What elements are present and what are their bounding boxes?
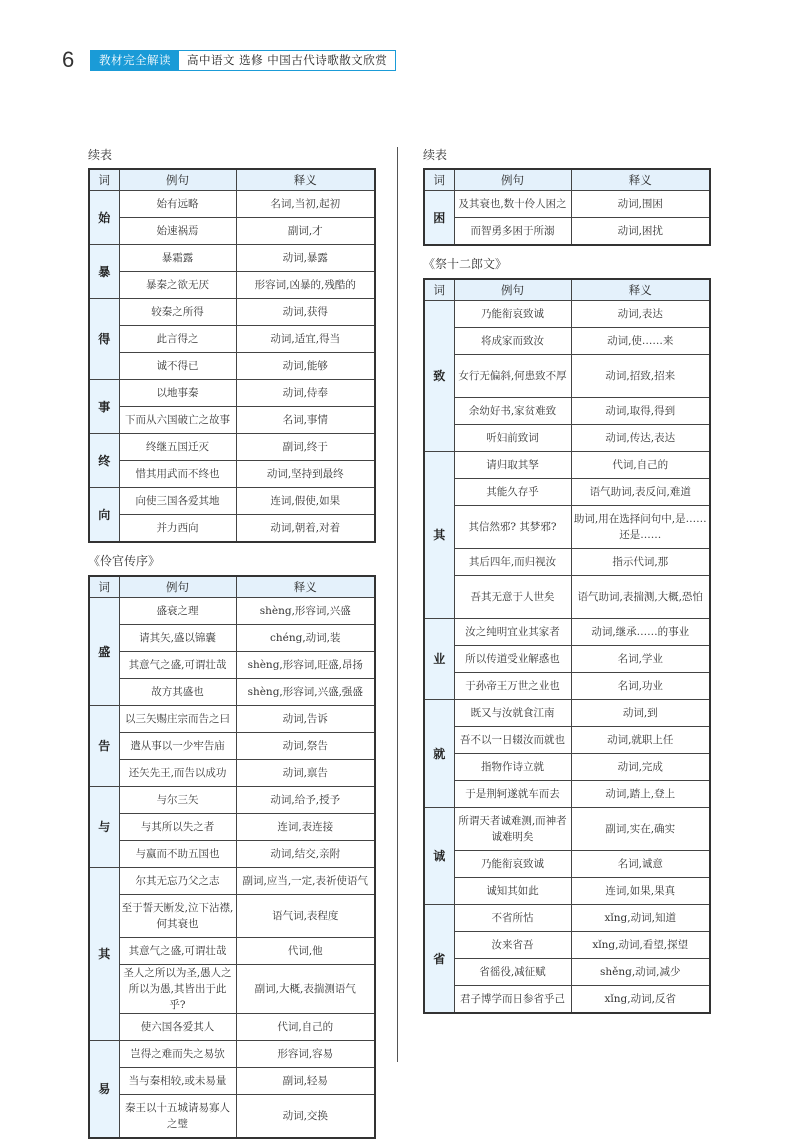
meaning: 动词,就职上任 bbox=[571, 727, 710, 754]
headword: 其 bbox=[424, 452, 454, 619]
headword: 事 bbox=[89, 380, 119, 434]
meaning: 动词,能够 bbox=[236, 353, 375, 380]
table-row bbox=[89, 787, 375, 814]
meaning: 连词,如果,果真 bbox=[571, 878, 710, 905]
meaning: 动词,暴露 bbox=[236, 245, 375, 272]
meaning: 动词,侍奉 bbox=[236, 380, 375, 407]
table-row bbox=[89, 191, 375, 218]
table-row bbox=[424, 700, 710, 727]
table-row bbox=[424, 301, 710, 328]
headword: 就 bbox=[424, 700, 454, 808]
example-sentence: 吾其无意于人世矣 bbox=[454, 576, 571, 619]
vocab-table bbox=[88, 575, 376, 1139]
example-sentence: 所谓天者诚难测,而神者诚难明矣 bbox=[454, 808, 571, 851]
meaning: 语气助词,表揣测,大概,恐怕 bbox=[571, 576, 710, 619]
meaning: 指示代词,那 bbox=[571, 549, 710, 576]
example-sentence: 当与秦相较,或未易量 bbox=[119, 1068, 236, 1095]
headword: 始 bbox=[89, 191, 119, 245]
example-sentence: 下而从六国破亡之故事 bbox=[119, 407, 236, 434]
page-header bbox=[62, 48, 396, 72]
table-row bbox=[89, 895, 375, 938]
example-sentence: 故方其盛也 bbox=[119, 679, 236, 706]
table-row bbox=[424, 425, 710, 452]
meaning: 语气助词,表反问,难道 bbox=[571, 479, 710, 506]
example-sentence: 乃能衔哀致诚 bbox=[454, 851, 571, 878]
header-meaning: 释义 bbox=[236, 576, 375, 598]
headword: 致 bbox=[424, 301, 454, 452]
example-sentence: 至于誓天断发,泣下沾襟,何其衰也 bbox=[119, 895, 236, 938]
table-row bbox=[424, 986, 710, 1014]
meaning: 名词,诚意 bbox=[571, 851, 710, 878]
header-meaning: 释义 bbox=[571, 169, 710, 191]
example-sentence: 省徭役,减征赋 bbox=[454, 959, 571, 986]
table-row bbox=[89, 218, 375, 245]
headword: 与 bbox=[89, 787, 119, 868]
example-sentence: 以地事秦 bbox=[119, 380, 236, 407]
meaning: 名词,事情 bbox=[236, 407, 375, 434]
example-sentence: 岂得之难而失之易欤 bbox=[119, 1041, 236, 1068]
table-row bbox=[89, 679, 375, 706]
meaning: 副词,应当,一定,表祈使语气 bbox=[236, 868, 375, 895]
example-sentence: 盛衰之理 bbox=[119, 598, 236, 625]
example-sentence: 遣从事以一少牢告庙 bbox=[119, 733, 236, 760]
meaning: 连词,表连接 bbox=[236, 814, 375, 841]
meaning: shèng,形容词,兴盛,强盛 bbox=[236, 679, 375, 706]
table-row bbox=[89, 1014, 375, 1041]
header-example: 例句 bbox=[454, 279, 571, 301]
meaning: 副词,实在,确实 bbox=[571, 808, 710, 851]
table-header-row bbox=[89, 576, 375, 598]
table-row bbox=[424, 398, 710, 425]
headword: 诚 bbox=[424, 808, 454, 905]
example-sentence: 吾不以一日辍汝而就也 bbox=[454, 727, 571, 754]
example-sentence: 尔其无忘乃父之志 bbox=[119, 868, 236, 895]
meaning: chéng,动词,装 bbox=[236, 625, 375, 652]
meaning: 动词,到 bbox=[571, 700, 710, 727]
meaning: 动词,完成 bbox=[571, 754, 710, 781]
table-row bbox=[424, 355, 710, 398]
meaning: 代词,他 bbox=[236, 938, 375, 965]
table-row bbox=[424, 878, 710, 905]
section-title: 《祭十二郎文》 bbox=[423, 257, 508, 271]
meaning: xǐng,动词,反省 bbox=[571, 986, 710, 1014]
example-sentence: 所以传道受业解惑也 bbox=[454, 646, 571, 673]
table-row bbox=[89, 625, 375, 652]
continued-label: 续表 bbox=[423, 148, 448, 162]
meaning: 代词,自己的 bbox=[236, 1014, 375, 1041]
example-sentence: 将成家而致汝 bbox=[454, 328, 571, 355]
table-header-row bbox=[89, 169, 375, 191]
table-row bbox=[424, 727, 710, 754]
example-sentence: 诚知其如此 bbox=[454, 878, 571, 905]
column-divider bbox=[397, 147, 398, 1062]
headword: 告 bbox=[89, 706, 119, 787]
table-header-row bbox=[424, 279, 710, 301]
example-sentence: 与嬴而不助五国也 bbox=[119, 841, 236, 868]
header-meaning: 释义 bbox=[236, 169, 375, 191]
table-row bbox=[89, 245, 375, 272]
book-title: 高中语文 选修 中国古代诗歌散文欣赏 bbox=[179, 51, 395, 70]
example-sentence: 汝来省吾 bbox=[454, 932, 571, 959]
headword: 易 bbox=[89, 1041, 119, 1139]
meaning: 动词,给予,授予 bbox=[236, 787, 375, 814]
meaning: 动词,朝着,对着 bbox=[236, 515, 375, 543]
example-sentence: 女行无偏斜,何患致不厚 bbox=[454, 355, 571, 398]
example-sentence: 暴霜露 bbox=[119, 245, 236, 272]
vocab-table bbox=[423, 278, 711, 1014]
example-sentence: 较秦之所得 bbox=[119, 299, 236, 326]
table-row bbox=[89, 515, 375, 543]
meaning: 代词,自己的 bbox=[571, 452, 710, 479]
series-tag: 教材完全解读 bbox=[91, 51, 179, 70]
vocab-table bbox=[423, 168, 711, 246]
meaning: 动词,传达,表达 bbox=[571, 425, 710, 452]
header-word: 词 bbox=[424, 279, 454, 301]
example-sentence: 其能久存乎 bbox=[454, 479, 571, 506]
meaning: shěng,动词,减少 bbox=[571, 959, 710, 986]
table-row bbox=[89, 299, 375, 326]
table-row bbox=[424, 452, 710, 479]
example-sentence: 其后四年,而归视汝 bbox=[454, 549, 571, 576]
table-row bbox=[89, 841, 375, 868]
headword: 向 bbox=[89, 488, 119, 543]
meaning: 副词,终于 bbox=[236, 434, 375, 461]
table-row bbox=[89, 488, 375, 515]
header-word: 词 bbox=[424, 169, 454, 191]
meaning: 动词,踏上,登上 bbox=[571, 781, 710, 808]
example-sentence: 秦王以十五城请易寡人之璧 bbox=[119, 1095, 236, 1139]
table-row bbox=[89, 938, 375, 965]
meaning: xǐng,动词,看望,探望 bbox=[571, 932, 710, 959]
meaning: 动词,招致,招来 bbox=[571, 355, 710, 398]
meaning: 形容词,凶暴的,残酷的 bbox=[236, 272, 375, 299]
example-sentence: 于孙帝王万世之业也 bbox=[454, 673, 571, 700]
example-sentence: 既又与汝就食江南 bbox=[454, 700, 571, 727]
table-row bbox=[89, 272, 375, 299]
table-row bbox=[89, 1041, 375, 1068]
table-row bbox=[89, 965, 375, 1014]
example-sentence: 暴秦之欲无厌 bbox=[119, 272, 236, 299]
page-number: 6 bbox=[62, 47, 75, 72]
example-sentence: 终继五国迁灭 bbox=[119, 434, 236, 461]
table-row bbox=[89, 461, 375, 488]
table-row bbox=[424, 328, 710, 355]
running-header bbox=[90, 50, 396, 71]
left-column bbox=[88, 145, 372, 1147]
example-sentence: 而智勇多困于所溺 bbox=[454, 218, 571, 246]
example-sentence: 使六国各爱其人 bbox=[119, 1014, 236, 1041]
table-row bbox=[89, 733, 375, 760]
table-row bbox=[89, 598, 375, 625]
table-row bbox=[424, 808, 710, 851]
headword: 暴 bbox=[89, 245, 119, 299]
table-row bbox=[424, 191, 710, 218]
example-sentence: 指物作诗立就 bbox=[454, 754, 571, 781]
table-row bbox=[424, 673, 710, 700]
example-sentence: 向使三国各爱其地 bbox=[119, 488, 236, 515]
example-sentence: 不省所怙 bbox=[454, 905, 571, 932]
table-row bbox=[424, 619, 710, 646]
example-sentence: 还矢先王,而告以成功 bbox=[119, 760, 236, 787]
meaning: 动词,获得 bbox=[236, 299, 375, 326]
table-row bbox=[89, 326, 375, 353]
table-row bbox=[89, 706, 375, 733]
table-row bbox=[89, 380, 375, 407]
header-example: 例句 bbox=[119, 576, 236, 598]
table-row bbox=[89, 760, 375, 787]
table-row bbox=[424, 754, 710, 781]
meaning: 动词,使……来 bbox=[571, 328, 710, 355]
continued-label: 续表 bbox=[88, 148, 113, 162]
headword: 其 bbox=[89, 868, 119, 1041]
header-example: 例句 bbox=[454, 169, 571, 191]
example-sentence: 汝之纯明宜业其家者 bbox=[454, 619, 571, 646]
example-sentence: 其意气之盛,可谓壮哉 bbox=[119, 652, 236, 679]
example-sentence: 君子博学而日参省乎己 bbox=[454, 986, 571, 1014]
meaning: 形容词,容易 bbox=[236, 1041, 375, 1068]
meaning: 动词,告诉 bbox=[236, 706, 375, 733]
table-row bbox=[424, 506, 710, 549]
table-row bbox=[89, 1095, 375, 1139]
example-sentence: 圣人之所以为圣,愚人之所以为愚,其皆出于此乎? bbox=[119, 965, 236, 1014]
section-title: 《伶官传序》 bbox=[88, 554, 161, 568]
headword: 业 bbox=[424, 619, 454, 700]
meaning: 动词,困扰 bbox=[571, 218, 710, 246]
table-row bbox=[89, 652, 375, 679]
example-sentence: 请归取其孥 bbox=[454, 452, 571, 479]
example-sentence: 及其衰也,数十伶人困之 bbox=[454, 191, 571, 218]
meaning: xǐng,动词,知道 bbox=[571, 905, 710, 932]
meaning: 名词,功业 bbox=[571, 673, 710, 700]
meaning: 动词,围困 bbox=[571, 191, 710, 218]
example-sentence: 乃能衔哀致诚 bbox=[454, 301, 571, 328]
meaning: 动词,禀告 bbox=[236, 760, 375, 787]
header-word: 词 bbox=[89, 576, 119, 598]
example-sentence: 始速祸焉 bbox=[119, 218, 236, 245]
example-sentence: 请其矢,盛以锦囊 bbox=[119, 625, 236, 652]
meaning: shèng,形容词,兴盛 bbox=[236, 598, 375, 625]
meaning: 动词,适宜,得当 bbox=[236, 326, 375, 353]
table-row bbox=[424, 218, 710, 246]
meaning: 动词,祭告 bbox=[236, 733, 375, 760]
example-sentence: 诚不得已 bbox=[119, 353, 236, 380]
example-sentence: 听妇前致词 bbox=[454, 425, 571, 452]
table-row bbox=[424, 646, 710, 673]
example-sentence: 与尔三矢 bbox=[119, 787, 236, 814]
headword: 盛 bbox=[89, 598, 119, 706]
meaning: 动词,结交,亲附 bbox=[236, 841, 375, 868]
headword: 困 bbox=[424, 191, 454, 246]
meaning: 动词,坚持到最终 bbox=[236, 461, 375, 488]
meaning: 连词,假使,如果 bbox=[236, 488, 375, 515]
meaning: 副词,轻易 bbox=[236, 1068, 375, 1095]
meaning: 名词,当初,起初 bbox=[236, 191, 375, 218]
example-sentence: 惜其用武而不终也 bbox=[119, 461, 236, 488]
example-sentence: 其信然邪? 其梦邪? bbox=[454, 506, 571, 549]
meaning: 副词,才 bbox=[236, 218, 375, 245]
meaning: 动词,继承……的事业 bbox=[571, 619, 710, 646]
table-row bbox=[89, 814, 375, 841]
example-sentence: 始有远略 bbox=[119, 191, 236, 218]
example-sentence: 其意气之盛,可谓壮哉 bbox=[119, 938, 236, 965]
meaning: shèng,形容词,旺盛,昂扬 bbox=[236, 652, 375, 679]
example-sentence: 于是荆轲遂就车而去 bbox=[454, 781, 571, 808]
meaning: 助词,用在选择问句中,是……还是…… bbox=[571, 506, 710, 549]
header-word: 词 bbox=[89, 169, 119, 191]
header-example: 例句 bbox=[119, 169, 236, 191]
meaning: 动词,交换 bbox=[236, 1095, 375, 1139]
right-column bbox=[423, 145, 707, 1022]
example-sentence: 并力西向 bbox=[119, 515, 236, 543]
table-row bbox=[89, 353, 375, 380]
header-meaning: 释义 bbox=[571, 279, 710, 301]
meaning: 语气词,表程度 bbox=[236, 895, 375, 938]
table-header-row bbox=[424, 169, 710, 191]
vocab-table bbox=[88, 168, 376, 543]
headword: 省 bbox=[424, 905, 454, 1014]
example-sentence: 与其所以失之者 bbox=[119, 814, 236, 841]
table-row bbox=[89, 868, 375, 895]
meaning: 动词,取得,得到 bbox=[571, 398, 710, 425]
table-row bbox=[424, 959, 710, 986]
table-row bbox=[89, 407, 375, 434]
table-row bbox=[89, 1068, 375, 1095]
meaning: 副词,大概,表揣测语气 bbox=[236, 965, 375, 1014]
meaning: 动词,表达 bbox=[571, 301, 710, 328]
table-row bbox=[424, 851, 710, 878]
table-row bbox=[424, 479, 710, 506]
table-row bbox=[89, 434, 375, 461]
headword: 终 bbox=[89, 434, 119, 488]
table-row bbox=[424, 576, 710, 619]
table-row bbox=[424, 781, 710, 808]
example-sentence: 此言得之 bbox=[119, 326, 236, 353]
table-row bbox=[424, 932, 710, 959]
headword: 得 bbox=[89, 299, 119, 380]
table-row bbox=[424, 905, 710, 932]
example-sentence: 余幼好书,家贫难致 bbox=[454, 398, 571, 425]
meaning: 名词,学业 bbox=[571, 646, 710, 673]
example-sentence: 以三矢赐庄宗而告之曰 bbox=[119, 706, 236, 733]
table-row bbox=[424, 549, 710, 576]
